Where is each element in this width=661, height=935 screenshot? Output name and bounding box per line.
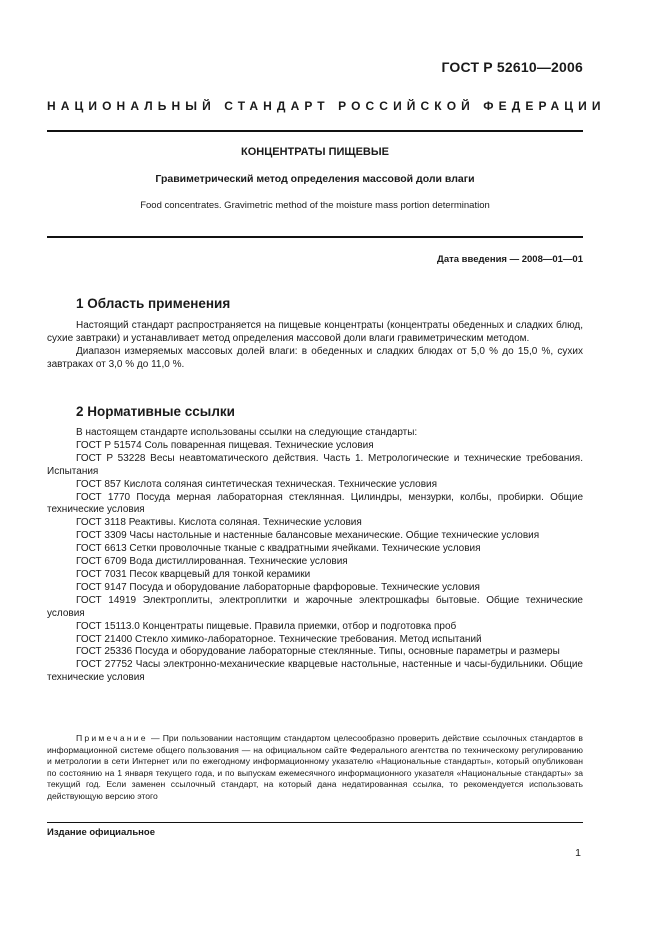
introduction-date: Дата введения — 2008—01—01 [437, 254, 583, 265]
reference-item: ГОСТ 857 Кислота соляная синтетическая техническая. Технические условия [76, 478, 438, 490]
document-code: ГОСТ Р 52610—2006 [441, 59, 583, 75]
reference-item: ГОСТ 7031 Песок кварцевый для тонкой керамики [76, 568, 311, 580]
note-block [47, 733, 583, 803]
reference-item: ГОСТ 25336 Посуда и оборудование лабораторные стеклянные. Типы, основные параметры и размеры [76, 646, 560, 658]
title-divider [47, 236, 583, 238]
paragraph: Диапазон измеряемых массовых долей влаги: в обеденных и сладких блюдах от 5,0 % до 15,0 %, сухих завтраках от 3,0 % до 11,0 %. [47, 345, 583, 370]
note-label: Примечание [76, 733, 148, 743]
standard-subtitle: Гравиметрический метод определения массовой доли влаги [155, 173, 475, 185]
section-1-body [47, 320, 583, 372]
official-edition-label: Издание официальное [47, 827, 155, 838]
reference-item: ГОСТ 3118 Реактивы. Кислота соляная. Технические условия [76, 517, 362, 529]
section-2-body [47, 427, 583, 685]
reference-item: ГОСТ Р 51574 Соль поваренная пищевая. Технические условия [76, 439, 374, 451]
note-paragraph [47, 733, 583, 803]
page-number: 1 [575, 847, 581, 859]
reference-item: ГОСТ 15113.0 Концентраты пищевые. Правила приемки, отбор и подготовка проб [76, 620, 457, 632]
top-divider [47, 130, 583, 132]
reference-item: ГОСТ 6613 Сетки проволочные тканые с квадратными ячейками. Технические условия [76, 543, 481, 555]
references-intro: В настоящем стандарте использованы ссылки на следующие стандарты: [76, 427, 418, 438]
reference-item: ГОСТ 6709 Вода дистиллированная. Технические условия [76, 556, 348, 568]
reference-item: ГОСТ 3309 Часы настольные и настенные балансовые механические. Общие технические условия [76, 530, 540, 542]
section-1-heading: 1 Область применения [76, 296, 231, 311]
standard-title: КОНЦЕНТРАТЫ ПИЩЕВЫЕ [241, 146, 389, 158]
national-standard-heading: НАЦИОНАЛЬНЫЙ СТАНДАРТ РОССИЙСКОЙ ФЕДЕРАЦИИ [47, 99, 606, 113]
reference-item: ГОСТ 14919 Электроплиты, электроплитки и жарочные электрошкафы бытовые. Общие технические условия [47, 594, 583, 619]
reference-item: ГОСТ 1770 Посуда мерная лабораторная стеклянная. Цилиндры, мензурки, колбы, пробирки. Общие технические условия [47, 491, 583, 516]
footer-divider [47, 822, 583, 823]
reference-item: ГОСТ 27752 Часы электронно-механические кварцевые настольные, настенные и часы-будильники. Общие технические условия [47, 659, 583, 684]
section-2-heading: 2 Нормативные ссылки [76, 404, 235, 419]
note-text: — При пользовании настоящим стандартом целесообразно проверить действие ссылочных стандартов в информационной системе общего пользования — на официальном сайте Федерального агентства по техническому регулированию и метрологии в сети Интернет или по ежегодному информационному указателю «Национальные стандарты», который опубликован по состоянию на 1 января текущего года, и по выпускам ежемесячного информационного указателя «Национальные стандарты» за текущий год. Если заменен ссылочный стандарт, на который дана недатированная ссылка, то рекомендуется использовать действующую версию этого [47, 733, 583, 801]
reference-item: ГОСТ 9147 Посуда и оборудование лабораторные фарфоровые. Технические условия [76, 581, 480, 593]
reference-item: ГОСТ 21400 Стекло химико-лабораторное. Технические требования. Метод испытаний [76, 633, 482, 645]
paragraph: Настоящий стандарт распространяется на пищевые концентраты (концентраты обеденных и сладких блюд, сухие завтраки) и устанавливает метод определения массовой доли влаги гравиметрическим методом. [47, 320, 583, 344]
reference-item: ГОСТ Р 53228 Весы неавтоматического действия. Часть 1. Метрологические и технические требования. Испытания [47, 452, 583, 477]
english-title: Food concentrates. Gravimetric method of the moisture mass portion determination [140, 200, 490, 211]
